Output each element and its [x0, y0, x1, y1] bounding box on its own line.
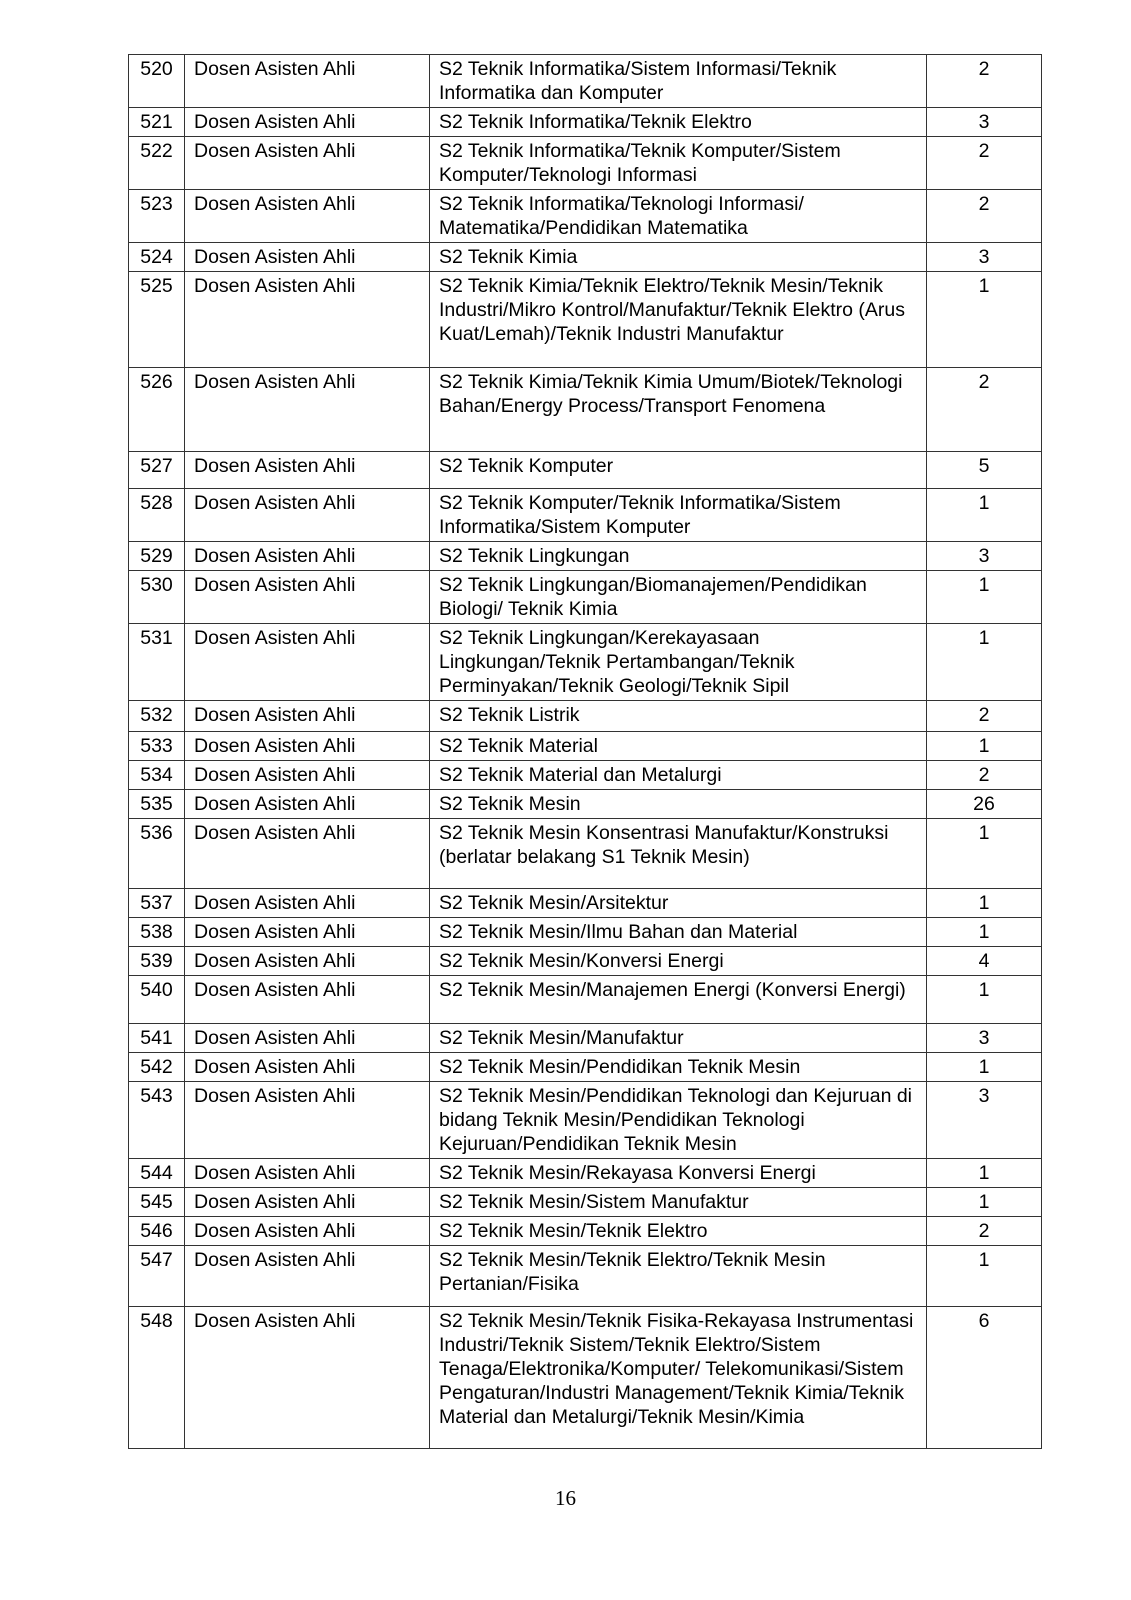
table-row: [129, 571, 1042, 624]
position-name: Dosen Asisten Ahli: [185, 1159, 430, 1188]
position-name: Dosen Asisten Ahli: [185, 1024, 430, 1053]
row-number: 527: [129, 452, 185, 489]
table-row: [129, 1307, 1042, 1449]
qualification: S2 Teknik Lingkungan/Kerekayasaan Lingkungan/Teknik Pertambangan/Teknik Perminyakan/Teknik Geologi/Teknik Sipil: [430, 624, 927, 701]
table-row: [129, 55, 1042, 108]
qualification: S2 Teknik Mesin/Sistem Manufaktur: [430, 1188, 927, 1217]
quota-count: 1: [927, 976, 1042, 1024]
row-number: 525: [129, 272, 185, 368]
quota-count: 2: [927, 368, 1042, 452]
quota-count: 1: [927, 889, 1042, 918]
row-number: 539: [129, 947, 185, 976]
table-row: [129, 243, 1042, 272]
row-number: 542: [129, 1053, 185, 1082]
table-row: [129, 452, 1042, 489]
row-number: 530: [129, 571, 185, 624]
qualification: S2 Teknik Informatika/Teknologi Informasi/ Matematika/Pendidikan Matematika: [430, 190, 927, 243]
quota-count: 2: [927, 1217, 1042, 1246]
quota-count: 1: [927, 489, 1042, 542]
quota-count: 1: [927, 918, 1042, 947]
table-row: [129, 1188, 1042, 1217]
qualification: S2 Teknik Kimia/Teknik Kimia Umum/Biotek/Teknologi Bahan/Energy Process/Transport Fenomena: [430, 368, 927, 452]
table-row: [129, 732, 1042, 761]
qualification: S2 Teknik Mesin/Manufaktur: [430, 1024, 927, 1053]
table-row: [129, 1217, 1042, 1246]
table-row: [129, 624, 1042, 701]
row-number: 541: [129, 1024, 185, 1053]
row-number: 531: [129, 624, 185, 701]
row-number: 532: [129, 701, 185, 732]
quota-count: 5: [927, 452, 1042, 489]
qualification: S2 Teknik Mesin Konsentrasi Manufaktur/Konstruksi (berlatar belakang S1 Teknik Mesin): [430, 819, 927, 889]
table-row: [129, 1053, 1042, 1082]
table-row: [129, 190, 1042, 243]
row-number: 548: [129, 1307, 185, 1449]
position-name: Dosen Asisten Ahli: [185, 732, 430, 761]
quota-count: 1: [927, 571, 1042, 624]
row-number: 540: [129, 976, 185, 1024]
qualification: S2 Teknik Mesin/Konversi Energi: [430, 947, 927, 976]
table-row: [129, 761, 1042, 790]
table-row: [129, 542, 1042, 571]
quota-count: 3: [927, 243, 1042, 272]
row-number: 543: [129, 1082, 185, 1159]
qualification: S2 Teknik Informatika/Teknik Elektro: [430, 108, 927, 137]
qualification: S2 Teknik Material dan Metalurgi: [430, 761, 927, 790]
row-number: 526: [129, 368, 185, 452]
qualification: S2 Teknik Komputer/Teknik Informatika/Sistem Informatika/Sistem Komputer: [430, 489, 927, 542]
quota-count: 1: [927, 624, 1042, 701]
qualification: S2 Teknik Material: [430, 732, 927, 761]
quota-count: 3: [927, 542, 1042, 571]
qualification: S2 Teknik Mesin/Pendidikan Teknik Mesin: [430, 1053, 927, 1082]
position-name: Dosen Asisten Ahli: [185, 761, 430, 790]
quota-count: 1: [927, 1159, 1042, 1188]
table-row: [129, 790, 1042, 819]
quota-count: 2: [927, 55, 1042, 108]
table-row: [129, 489, 1042, 542]
qualification: S2 Teknik Lingkungan: [430, 542, 927, 571]
row-number: 524: [129, 243, 185, 272]
table-row: [129, 1246, 1042, 1307]
table-row: [129, 1082, 1042, 1159]
qualification: S2 Teknik Mesin/Teknik Elektro: [430, 1217, 927, 1246]
row-number: 522: [129, 137, 185, 190]
table-row: [129, 918, 1042, 947]
qualification: S2 Teknik Informatika/Sistem Informasi/Teknik Informatika dan Komputer: [430, 55, 927, 108]
position-name: Dosen Asisten Ahli: [185, 624, 430, 701]
position-name: Dosen Asisten Ahli: [185, 819, 430, 889]
table-row: [129, 976, 1042, 1024]
qualification: S2 Teknik Mesin/Rekayasa Konversi Energi: [430, 1159, 927, 1188]
quota-count: 2: [927, 137, 1042, 190]
qualification: S2 Teknik Listrik: [430, 701, 927, 732]
table-body: [129, 55, 1042, 1449]
qualification: S2 Teknik Kimia: [430, 243, 927, 272]
row-number: 537: [129, 889, 185, 918]
quota-count: 1: [927, 732, 1042, 761]
table-row: [129, 137, 1042, 190]
quota-count: 3: [927, 1024, 1042, 1053]
position-name: Dosen Asisten Ahli: [185, 1307, 430, 1449]
position-name: Dosen Asisten Ahli: [185, 137, 430, 190]
row-number: 536: [129, 819, 185, 889]
table-row: [129, 819, 1042, 889]
page-number: 16: [555, 1486, 576, 1510]
quota-count: 26: [927, 790, 1042, 819]
position-name: Dosen Asisten Ahli: [185, 1053, 430, 1082]
position-name: Dosen Asisten Ahli: [185, 1188, 430, 1217]
row-number: 545: [129, 1188, 185, 1217]
quota-count: 2: [927, 701, 1042, 732]
qualification: S2 Teknik Mesin/Ilmu Bahan dan Material: [430, 918, 927, 947]
qualification: S2 Teknik Mesin/Pendidikan Teknologi dan Kejuruan di bidang Teknik Mesin/Pendidikan Teknologi Kejuruan/Pendidikan Teknik Mesin: [430, 1082, 927, 1159]
position-name: Dosen Asisten Ahli: [185, 243, 430, 272]
quota-count: 3: [927, 108, 1042, 137]
qualification: S2 Teknik Mesin/Arsitektur: [430, 889, 927, 918]
row-number: 520: [129, 55, 185, 108]
position-name: Dosen Asisten Ahli: [185, 368, 430, 452]
row-number: 534: [129, 761, 185, 790]
position-name: Dosen Asisten Ahli: [185, 976, 430, 1024]
table-row: [129, 368, 1042, 452]
position-name: Dosen Asisten Ahli: [185, 452, 430, 489]
qualification: S2 Teknik Kimia/Teknik Elektro/Teknik Mesin/Teknik Industri/Mikro Kontrol/Manufaktur/Teknik Elektro (Arus Kuat/Lemah)/Teknik Industri Manufaktur: [430, 272, 927, 368]
row-number: 546: [129, 1217, 185, 1246]
row-number: 521: [129, 108, 185, 137]
position-name: Dosen Asisten Ahli: [185, 190, 430, 243]
table-row: [129, 1159, 1042, 1188]
position-name: Dosen Asisten Ahli: [185, 918, 430, 947]
row-number: 544: [129, 1159, 185, 1188]
qualification: S2 Teknik Mesin/Teknik Elektro/Teknik Mesin Pertanian/Fisika: [430, 1246, 927, 1307]
table-row: [129, 701, 1042, 732]
quota-count: 2: [927, 190, 1042, 243]
quota-count: 1: [927, 819, 1042, 889]
quota-count: 3: [927, 1082, 1042, 1159]
quota-count: 1: [927, 272, 1042, 368]
quota-count: 6: [927, 1307, 1042, 1449]
row-number: 529: [129, 542, 185, 571]
qualification: S2 Teknik Mesin/Manajemen Energi (Konversi Energi): [430, 976, 927, 1024]
quota-count: 4: [927, 947, 1042, 976]
position-name: Dosen Asisten Ahli: [185, 947, 430, 976]
quota-count: 1: [927, 1188, 1042, 1217]
position-name: Dosen Asisten Ahli: [185, 1217, 430, 1246]
qualification: S2 Teknik Mesin: [430, 790, 927, 819]
position-name: Dosen Asisten Ahli: [185, 108, 430, 137]
position-name: Dosen Asisten Ahli: [185, 790, 430, 819]
row-number: 538: [129, 918, 185, 947]
position-name: Dosen Asisten Ahli: [185, 889, 430, 918]
row-number: 547: [129, 1246, 185, 1307]
row-number: 528: [129, 489, 185, 542]
qualification: S2 Teknik Mesin/Teknik Fisika-Rekayasa Instrumentasi Industri/Teknik Sistem/Teknik Elektro/Sistem Tenaga/Elektronika/Komputer/ Telekomunikasi/Sistem Pengaturan/Industri Management/Teknik Kimia/Teknik Material dan Metalurgi/Teknik Mesin/Kimia: [430, 1307, 927, 1449]
table-row: [129, 272, 1042, 368]
position-name: Dosen Asisten Ahli: [185, 701, 430, 732]
row-number: 533: [129, 732, 185, 761]
row-number: 523: [129, 190, 185, 243]
position-name: Dosen Asisten Ahli: [185, 489, 430, 542]
qualification: S2 Teknik Lingkungan/Biomanajemen/Pendidikan Biologi/ Teknik Kimia: [430, 571, 927, 624]
qualification: S2 Teknik Komputer: [430, 452, 927, 489]
position-name: Dosen Asisten Ahli: [185, 542, 430, 571]
quota-count: 1: [927, 1053, 1042, 1082]
position-name: Dosen Asisten Ahli: [185, 1246, 430, 1307]
table-row: [129, 947, 1042, 976]
formation-table: [128, 54, 1042, 1449]
table-row: [129, 1024, 1042, 1053]
table-row: [129, 889, 1042, 918]
position-name: Dosen Asisten Ahli: [185, 571, 430, 624]
row-number: 535: [129, 790, 185, 819]
position-name: Dosen Asisten Ahli: [185, 1082, 430, 1159]
quota-count: 2: [927, 761, 1042, 790]
position-name: Dosen Asisten Ahli: [185, 272, 430, 368]
table-row: [129, 108, 1042, 137]
quota-count: 1: [927, 1246, 1042, 1307]
position-name: Dosen Asisten Ahli: [185, 55, 430, 108]
qualification: S2 Teknik Informatika/Teknik Komputer/Sistem Komputer/Teknologi Informasi: [430, 137, 927, 190]
